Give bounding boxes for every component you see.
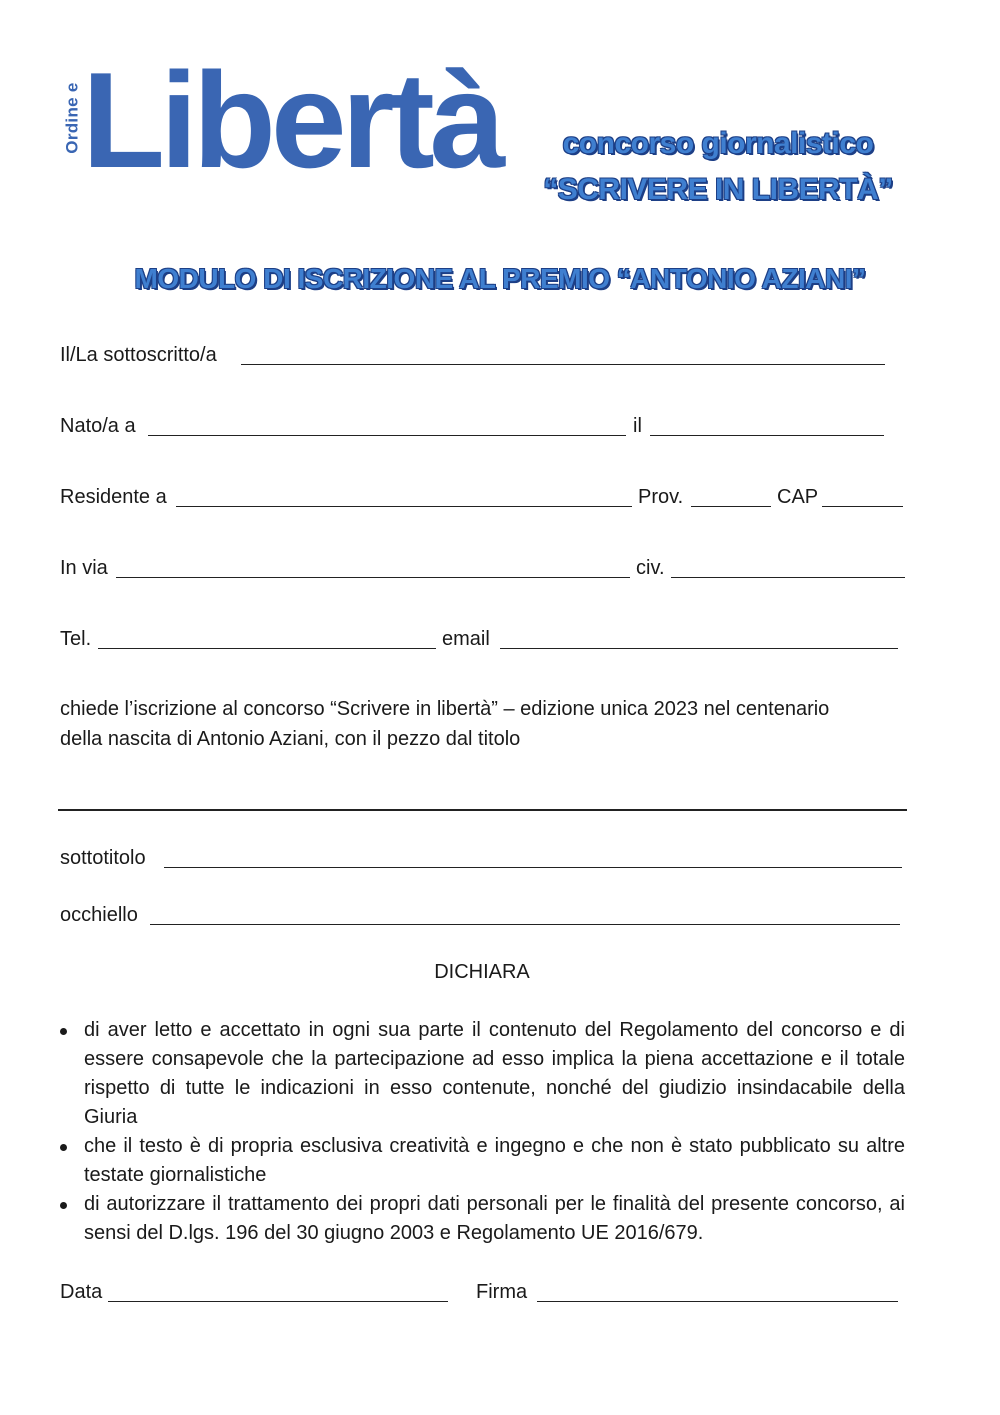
label-sottotitolo: sottotitolo [60,847,146,869]
contest-subtitle: concorso giornalistico [562,127,874,160]
residence-field[interactable] [176,506,632,507]
label-nato: Nato/a a [60,415,136,437]
label-tel: Tel. [60,628,92,650]
form-title: MODULO DI ISCRIZIONE AL PREMIO “ANTONIO AZIANI” [134,263,866,294]
label-firma: Firma [476,1281,528,1303]
logo-subtitle: Ordine e [63,82,82,154]
label-civ: civ. [636,557,665,579]
cap-field[interactable] [822,506,903,507]
list-item: di autorizzare il trattamento dei propri dati personali per le finalità del presente concorso, ai sensi del D.lgs. 196 del 30 giugno 2003 e Regolamento UE 2016/679. [60,1190,905,1248]
request-line-1: chiede l’iscrizione al concorso “Scrivere in libertà” – edizione unica 2023 nel centenario [60,698,830,720]
label-sottoscritto: Il/La sottoscritto/a [60,344,217,366]
label-email: email [442,628,490,650]
list-item: che il testo è di propria esclusiva creatività e ingegno e che non è stato pubblicato su altre testate giornalistiche [60,1132,905,1190]
logo-title: Libertà [82,44,501,196]
declaration-list [60,1016,905,1248]
kicker-field[interactable] [150,924,900,925]
label-il: il [633,415,642,437]
birthplace-field[interactable] [148,435,626,436]
street-field[interactable] [116,577,630,578]
label-via: In via [60,557,108,579]
label-prov: Prov. [638,486,684,508]
date-field[interactable] [108,1301,448,1302]
sottoscritto-field[interactable] [241,364,885,365]
birthdate-field[interactable] [650,435,884,436]
title-field[interactable] [58,809,907,811]
signature-field[interactable] [537,1301,898,1302]
label-occhiello: occhiello [60,904,138,926]
phone-field[interactable] [98,648,436,649]
label-data: Data [60,1281,103,1303]
declaration-heading: DICHIARA [434,961,530,983]
subtitle-field[interactable] [164,867,902,868]
email-field[interactable] [500,648,898,649]
label-residente: Residente a [60,486,167,508]
list-item: di aver letto e accettato in ogni sua parte il contenuto del Regolamento del concorso e di essere consapevole che la partecipazione ad esso implica la piena accettazione e il totale rispetto di tutte le indicazioni in esso contenute, nonché del giudizio insindacabile della Giuria [60,1016,905,1132]
label-cap: CAP [777,486,819,508]
province-field[interactable] [691,506,771,507]
contest-name: “SCRIVERE IN LIBERTÀ” [543,173,893,206]
request-line-2: della nascita di Antonio Aziani, con il pezzo dal titolo [60,728,521,750]
civic-number-field[interactable] [671,577,905,578]
